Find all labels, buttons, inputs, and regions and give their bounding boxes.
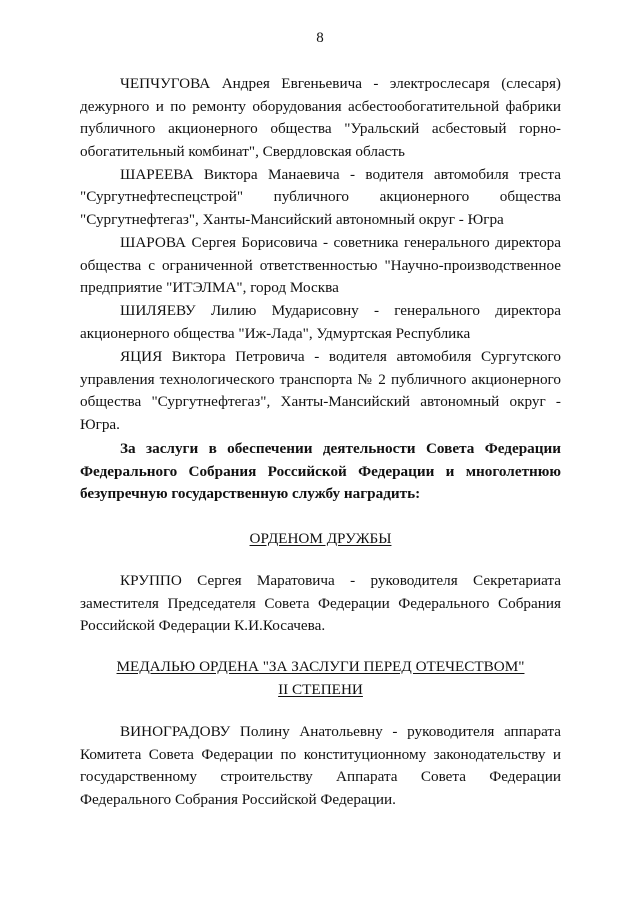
awardee-list [80,73,561,437]
award-title-line-2: II СТЕПЕНИ [278,680,363,698]
award-title: ОРДЕНОМ ДРУЖБЫ [249,530,392,547]
awardee-paragraph: ЯЦИЯ Виктора Петровича - водителя автомобиля Сургутского управления технологического транспорта № 2 публичного акционерного общества "Сургутнефтегаз", Ханты-Мансийский автономный округ - Югра. [80,348,561,433]
page-number: 8 [316,30,324,46]
awardee-paragraph: ШИЛЯЕВУ Лилию Мударисовну - генерального директора акционерного общества "Иж-Лада", Удмуртская Республика [80,302,561,343]
decree-section [80,438,561,506]
awardee-paragraph: КРУППО Сергея Маратовича - руководителя Секретариата заместителя Председателя Совета Федерации Федерального Собрания Российской Федерации К.И.Косачева. [80,572,561,635]
decree-text: За заслуги в обеспечении деятельности Совета Федерации Федерального Собрания Российской Федерации и многолетнюю безупречную государственную службу наградить: [80,440,561,503]
awardee-paragraph: ШАРОВА Сергея Борисовича - советника генерального директора общества с ограниченной ответственностью "Научно-производственное предприятие "ИТЭЛМА", город Москва [80,234,561,297]
award-heading-medal [80,656,561,701]
awardee-paragraph: ШАРЕЕВА Виктора Манаевича - водителя автомобиля треста "Сургутнефтеспецстрой" публичного акционерного общества "Сургутнефтегаз", Ханты-Мансийский автономный округ - Югра [80,165,561,229]
awardee-paragraph: ВИНОГРАДОВУ Полину Анатольевну - руководителя аппарата Комитета Совета Федерации по конституционному законодательству и государственному строительству Аппарата Совета Федерации Федерального Собрания Российской Федерации. [80,723,561,808]
award-2-section [80,721,561,811]
award-heading-order-of-friendship [80,528,561,551]
awardee-paragraph: ЧЕПЧУГОВА Андрея Евгеньевича - электрослесаря (слесаря) дежурного и по ремонту оборудования асбестообогатительной фабрики публичного акционерного общества "Уральский асбестовый горно-обогатительный комбинат", Свердловская область [80,75,561,160]
award-1-section [80,570,561,638]
award-title-line-1: МЕДАЛЬЮ ОРДЕНА "ЗА ЗАСЛУГИ ПЕРЕД ОТЕЧЕСТВОМ" [116,658,525,675]
